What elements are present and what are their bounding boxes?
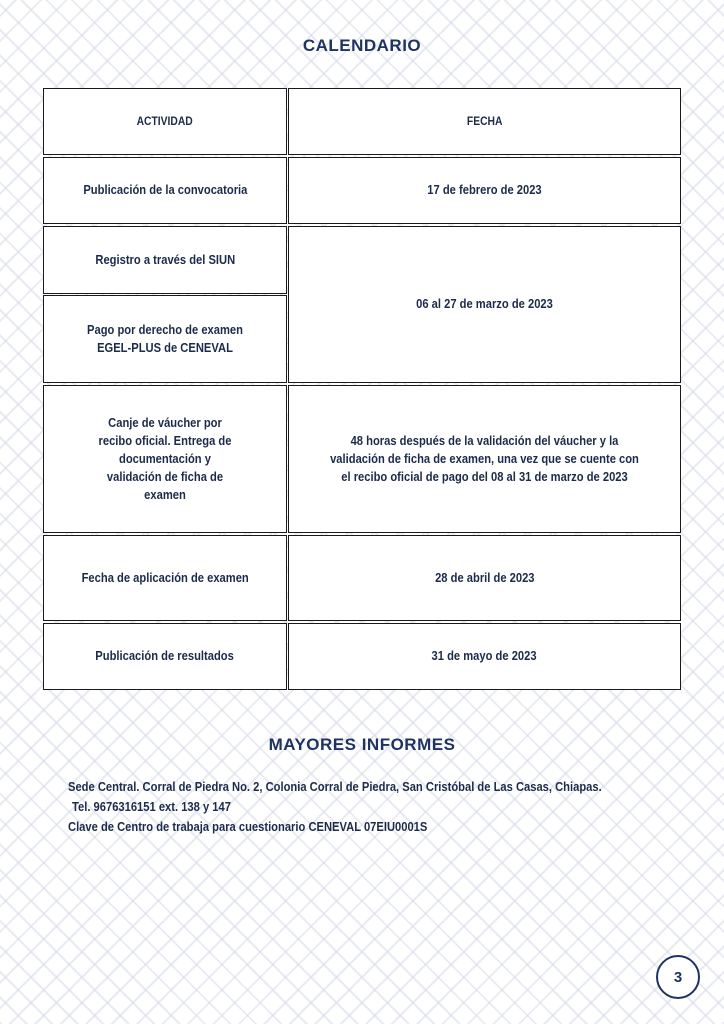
header-date: [288, 88, 681, 155]
table-row-date: [288, 623, 681, 690]
header-activity: [43, 88, 287, 155]
date-text: 48 horas después de la validación del váucher y la validación de ficha de examen, una vez que se cuente con el recibo oficial de pago del 08 al 31 de marzo de 2023: [330, 432, 639, 485]
header-activity-label: ACTIVIDAD: [136, 114, 194, 129]
activity-text: Publicación de la convocatoria: [82, 182, 248, 198]
info-phone: Tel. 9676316151 ext. 138 y 147: [72, 799, 231, 814]
table-row-date: [288, 226, 681, 383]
activity-text: Pago por derecho de examen EGEL-PLUS de CENEVAL: [87, 321, 243, 355]
page-number: 3: [656, 955, 700, 999]
table-row-activity: [43, 535, 287, 621]
activity-text: Fecha de aplicación de examen: [81, 569, 249, 585]
table-row-activity: [43, 385, 287, 533]
activity-text: Publicación de resultados: [95, 648, 235, 664]
page-title: CALENDARIO: [302, 36, 422, 55]
table-row-date: [288, 385, 681, 533]
date-text: 31 de mayo de 2023: [431, 648, 538, 664]
info-address: Sede Central. Corral de Piedra No. 2, Colonia Corral de Piedra, San Cristóbal de Las Casas, Chiapas.: [68, 779, 602, 794]
date-text: 06 al 27 de marzo de 2023: [416, 296, 553, 312]
info-clave: Clave de Centro de trabaja para cuestionario CENEVAL 07EIU0001S: [68, 819, 428, 834]
table-row-date: [288, 535, 681, 621]
info-title: MAYORES INFORMES: [268, 735, 456, 754]
table-row-activity: [43, 157, 287, 224]
table-row-date: [288, 157, 681, 224]
activity-text: Registro a través del SIUN: [95, 251, 235, 267]
table-row-activity: [43, 295, 287, 383]
table-row-activity: [43, 623, 287, 690]
table-row-activity: [43, 226, 287, 294]
activity-text: Canje de váucher por recibo oficial. Entrega de documentación y validación de ficha de examen: [98, 414, 232, 503]
date-text: 28 de abril de 2023: [434, 569, 535, 585]
date-text: 17 de febrero de 2023: [427, 182, 542, 198]
header-date-label: FECHA: [466, 114, 503, 129]
